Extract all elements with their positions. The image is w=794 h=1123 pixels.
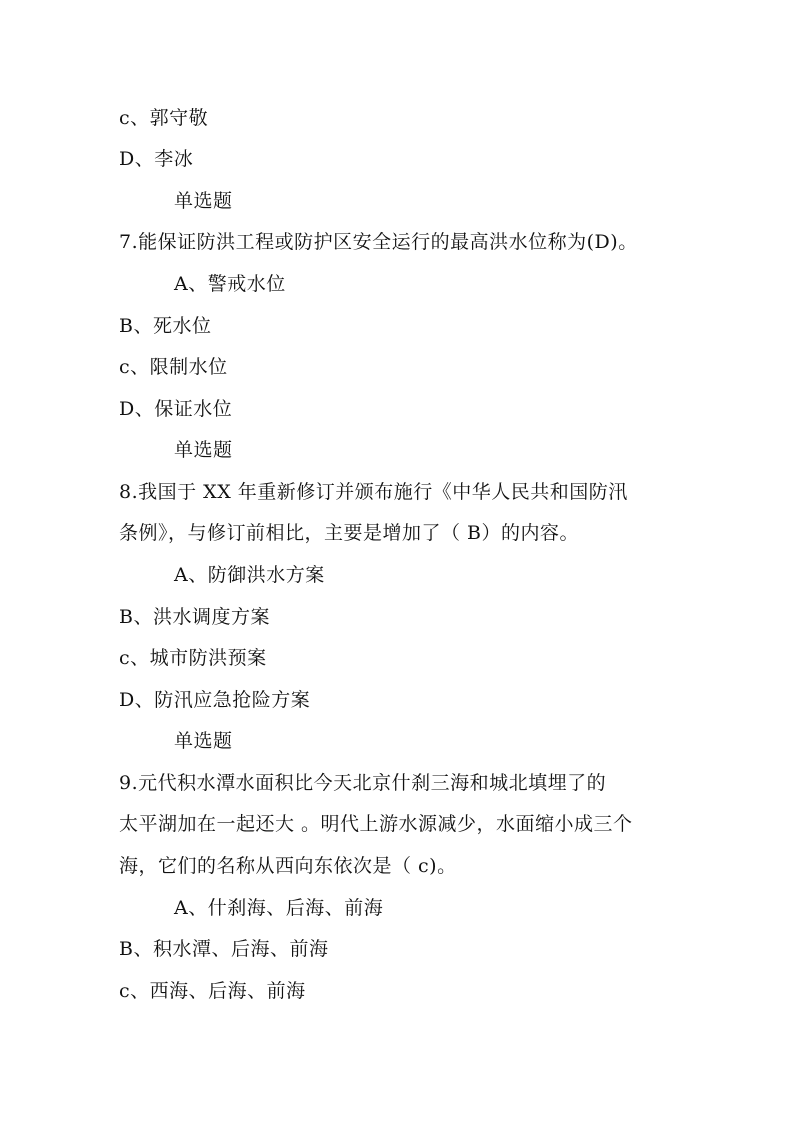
question-7-text: 7.能保证防洪工程或防护区安全运行的最高洪水位称为(D)。 <box>119 231 638 253</box>
question-9-text-line1: 9.元代积水潭水面积比今天北京什刹三海和城北填埋了的 <box>119 772 607 794</box>
option-c-q9: c、西海、后海、前海 <box>119 980 306 1002</box>
question-9-text-line3: 海，它们的名称从西向东依次是（ c)。 <box>119 855 457 877</box>
option-b-q9: B、积水潭、后海、前海 <box>119 938 329 960</box>
option-b-q7: B、死水位 <box>119 315 212 337</box>
option-c-q6: c、郭守敬 <box>119 107 209 129</box>
option-a-q8: A、防御洪水方案 <box>174 564 325 586</box>
question-type-label: 单选题 <box>174 190 233 212</box>
option-c-q7: c、限制水位 <box>119 356 228 378</box>
option-b-q8: B、洪水调度方案 <box>119 606 270 628</box>
option-a-q9: A、什刹海、后海、前海 <box>174 897 384 919</box>
option-d-q7: D、保证水位 <box>119 398 233 420</box>
option-d-q6: D、李冰 <box>119 148 194 170</box>
option-d-q8: D、防汛应急抢险方案 <box>119 689 311 711</box>
option-c-q8: c、城市防洪预案 <box>119 647 267 669</box>
question-type-label: 单选题 <box>174 730 233 752</box>
question-type-label: 单选题 <box>174 439 233 461</box>
question-8-text-line1: 8.我国于 XX 年重新修订并颁布施行《中华人民共和国防汛 <box>119 481 628 503</box>
question-8-text-line2: 条例》，与修订前相比，主要是增加了（ B）的内容。 <box>119 522 580 544</box>
question-9-text-line2: 太平湖加在一起还大 。明代上游水源减少，水面缩小成三个 <box>119 813 633 835</box>
option-a-q7: A、警戒水位 <box>174 273 286 295</box>
